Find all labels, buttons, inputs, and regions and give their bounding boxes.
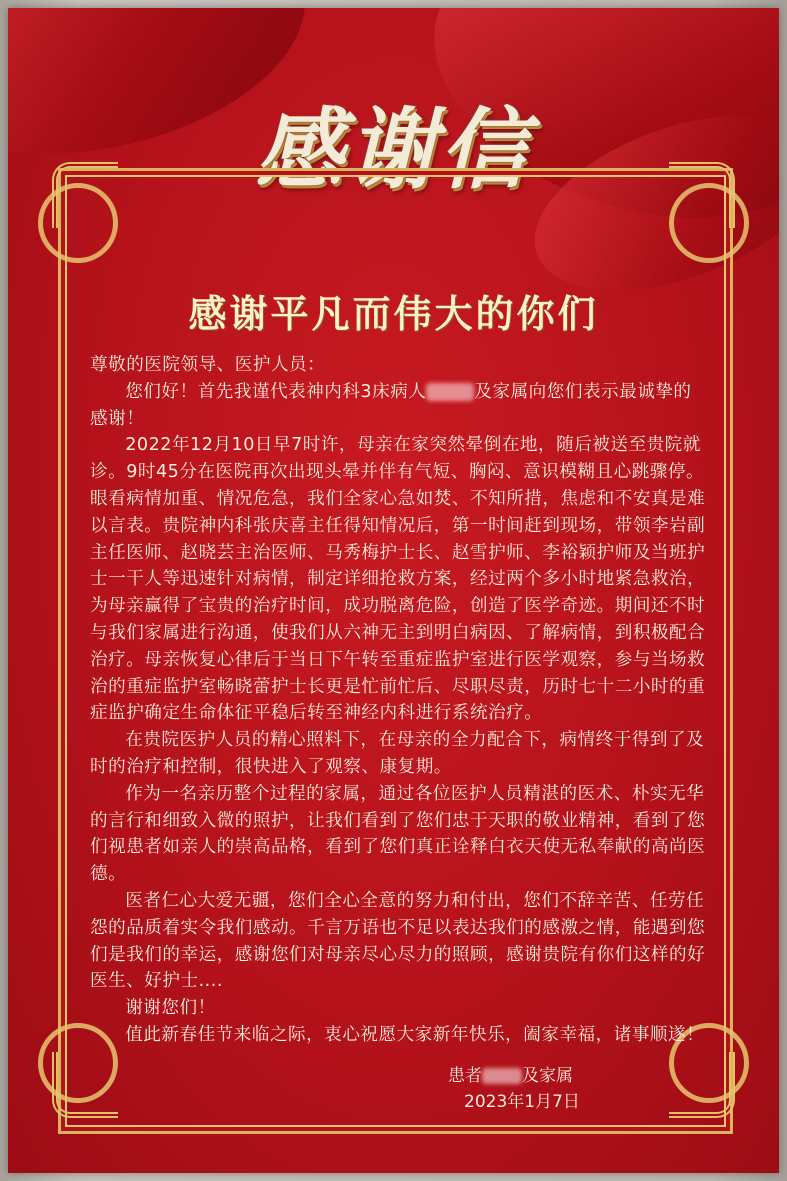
signature-prefix: 患者 [448, 1066, 482, 1086]
paragraph-praise: 医者仁心大爱无疆，您们全心全意的努力和付出，您们不辞辛苦、任劳任怨的品质着实令我们感动。千言万语也不足以表达我们的感激之情，能遇到您们是我们的幸运，感谢您们对母亲尽心尽力的照顾，感谢贵院有你们这样的好医生、好护士.... [90, 890, 706, 992]
greeting-text-end: 及家属向您们表示最诚挚的感谢！ [90, 381, 692, 429]
cloud-ornament [38, 183, 118, 263]
thank-you-poster [8, 8, 779, 1173]
signature-suffix: 及家属 [522, 1066, 573, 1086]
paragraph-gratitude: 作为一名亲历整个过程的家属，通过各位医护人员精湛的医术、朴实无华的言行和细致入微的照护，让我们看到了您们忠于天职的敬业精神，看到了您们视患者如亲人的崇高品格，看到了您们真正诠释白衣天使无私奉献的高尚医德。 [90, 783, 706, 885]
letter-body [90, 352, 706, 1049]
redacted-signature [482, 1068, 522, 1084]
paragraph-greeting [90, 379, 706, 433]
paragraph-wishes: 值此新春佳节来临之际，衷心祝愿大家新年快乐，阖家幸福，诸事顺遂！ [125, 1024, 705, 1045]
page-title: 感谢信 [255, 97, 532, 201]
paragraph-recovery: 在贵院医护人员的精心照料下，在母亲的全力配合下，病情终于得到了及时的治疗和控制，很快进入了观察、康复期。 [90, 730, 705, 777]
salutation: 尊敬的医院领导、医护人员： [90, 355, 326, 375]
paragraph-incident: 2022年12月10日早7时许，母亲在家突然晕倒在地，随后被送至贵院就诊。9时45分在医院再次出现头晕并伴有气短、胸闷、意识模糊且心跳骤停。眼看病情加重、情况危急，我们全家心急如焚、不知所措，焦虑和不安真是难以言表。贵院神内科张庆喜主任得知情况后，第一时间赶到现场，带领李岩副主任医师、赵晓芸主治医师、马秀梅护士长、赵雪护师、李裕颖护师及当班护士一干人等迅速针对病情，制定详细抢救方案，经过两个多小时地紧急救治，为母亲赢得了宝贵的治疗时间，成功脱离危险，创造了医学奇迹。期间还不时与我们家属进行沟通，使我们从六神无主到明白病因、了解病情，到积极配合治疗。母亲恢复心律后于当日下午转至重症监护室进行医学观察，参与当场救治的重症监护室畅晓蕾护士长更是忙前忙后、尽职尽责，历时七十二小时的重症监护确定生命体征平稳后转至神经内科进行系统治疗。 [90, 435, 706, 724]
paragraph-thanks: 谢谢您们！ [125, 998, 216, 1019]
subtitle: 感谢平凡而伟大的你们 [188, 291, 599, 336]
signature-block [448, 1063, 648, 1115]
letter-date: 2023年1月7日 [464, 1092, 580, 1112]
greeting-text: 您们好！首先我谨代表神内科3床病人 [125, 381, 427, 402]
redacted-name [426, 383, 474, 401]
cloud-ornament [669, 183, 749, 263]
